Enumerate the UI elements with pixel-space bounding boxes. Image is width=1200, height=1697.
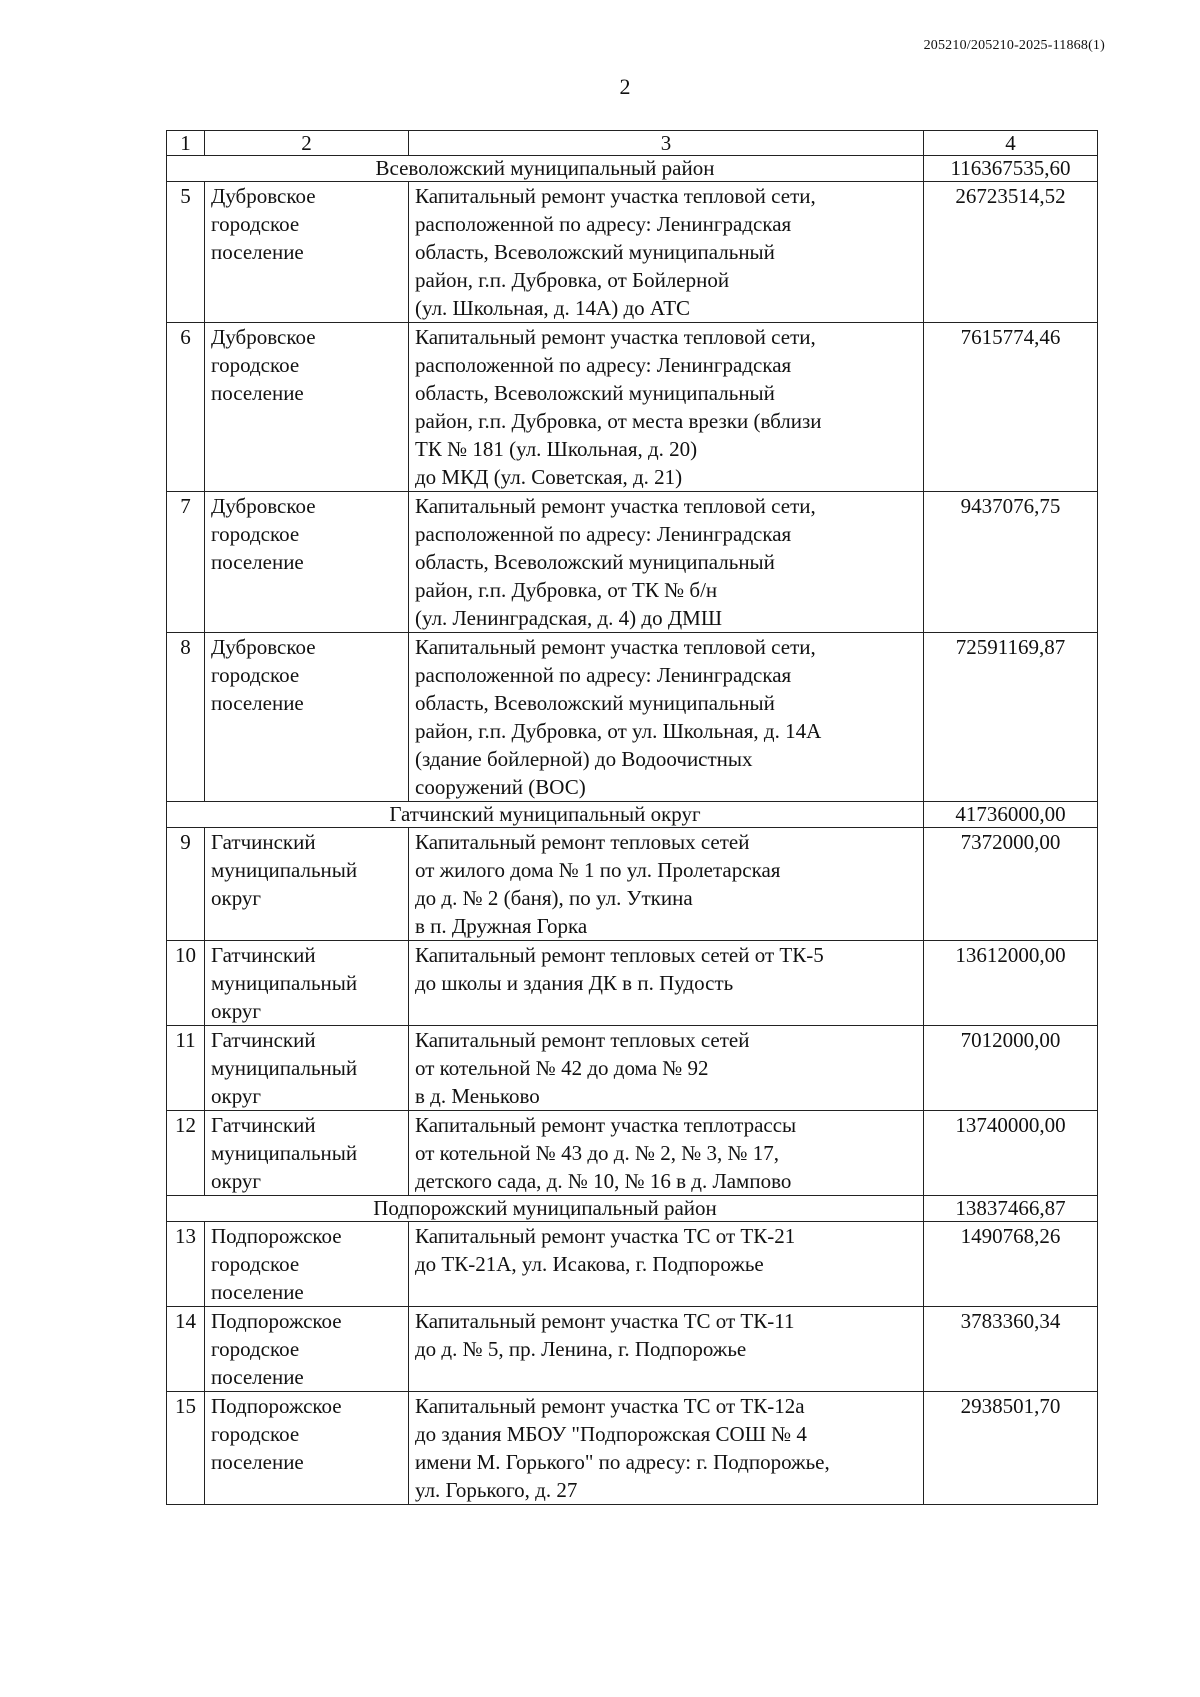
district-name: Подпорожский муниципальный район bbox=[167, 1196, 924, 1222]
document-id: 205210/205210-2025-11868(1) bbox=[923, 38, 1105, 53]
municipality-line: Подпорожское bbox=[211, 1224, 342, 1248]
municipality-line: Гатчинский bbox=[211, 1028, 316, 1052]
object-description-cell bbox=[409, 1392, 924, 1505]
row-number: 9 bbox=[167, 828, 205, 941]
table-row bbox=[167, 1026, 1098, 1111]
municipality-line: Дубровское bbox=[211, 325, 316, 349]
municipality-cell bbox=[205, 1026, 409, 1111]
municipality-line: Подпорожское bbox=[211, 1394, 342, 1418]
table-row bbox=[167, 182, 1098, 323]
page-number: 2 bbox=[619, 74, 631, 99]
object-description-line: Капитальный ремонт тепловых сетей от ТК-5 bbox=[415, 943, 824, 967]
object-description-line: до ТК-21А, ул. Исакова, г. Подпорожье bbox=[415, 1252, 764, 1276]
municipality-line: поселение bbox=[211, 1280, 304, 1304]
district-total: 41736000,00 bbox=[924, 802, 1098, 828]
object-description-line: Капитальный ремонт участка тепловой сети, bbox=[415, 184, 816, 208]
object-description-line: от котельной № 42 до дома № 92 bbox=[415, 1056, 709, 1080]
municipality-line: муниципальный bbox=[211, 971, 358, 995]
object-description-cell bbox=[409, 1026, 924, 1111]
municipality-line: городское bbox=[211, 663, 300, 687]
municipality-line: поселение bbox=[211, 691, 304, 715]
municipality-cell bbox=[205, 633, 409, 802]
municipality-line: округ bbox=[211, 886, 262, 910]
object-description-line: Капитальный ремонт участка тепловой сети, bbox=[415, 494, 816, 518]
row-number: 10 bbox=[167, 941, 205, 1026]
table-row bbox=[167, 828, 1098, 941]
table-row bbox=[167, 1111, 1098, 1196]
object-description-line: расположенной по адресу: Ленинградская bbox=[415, 212, 792, 236]
heating-network-repair-table bbox=[166, 130, 1098, 1505]
object-description-cell bbox=[409, 1307, 924, 1392]
amount-cell: 7012000,00 bbox=[924, 1026, 1098, 1111]
amount-cell: 13612000,00 bbox=[924, 941, 1098, 1026]
municipality-line: городское bbox=[211, 353, 300, 377]
column-header-1: 1 bbox=[167, 131, 205, 156]
object-description-cell bbox=[409, 492, 924, 633]
object-description-line: от жилого дома № 1 по ул. Пролетарская bbox=[415, 858, 781, 882]
object-description-line: расположенной по адресу: Ленинградская bbox=[415, 522, 792, 546]
municipality-line: муниципальный bbox=[211, 1056, 358, 1080]
district-group-row bbox=[167, 1196, 1098, 1222]
object-description-line: область, Всеволожский муниципальный bbox=[415, 240, 775, 264]
district-name: Всеволожский муниципальный район bbox=[167, 156, 924, 182]
object-description-line: Капитальный ремонт тепловых сетей bbox=[415, 1028, 750, 1052]
row-number: 11 bbox=[167, 1026, 205, 1111]
object-description-line: (ул. Школьная, д. 14А) до АТС bbox=[415, 296, 691, 320]
object-description-line: в д. Меньково bbox=[415, 1084, 540, 1108]
object-description-line: в п. Дружная Горка bbox=[415, 914, 588, 938]
object-description-line: (ул. Ленинградская, д. 4) до ДМШ bbox=[415, 606, 723, 630]
object-description-line: ул. Горького, д. 27 bbox=[415, 1478, 578, 1502]
amount-cell: 3783360,34 bbox=[924, 1307, 1098, 1392]
object-description-cell bbox=[409, 182, 924, 323]
object-description-line: расположенной по адресу: Ленинградская bbox=[415, 663, 792, 687]
municipality-line: Дубровское bbox=[211, 494, 316, 518]
municipality-line: Гатчинский bbox=[211, 1113, 316, 1137]
row-number: 15 bbox=[167, 1392, 205, 1505]
object-description-line: Капитальный ремонт тепловых сетей bbox=[415, 830, 750, 854]
object-description-cell bbox=[409, 828, 924, 941]
object-description-cell bbox=[409, 323, 924, 492]
object-description-line: Капитальный ремонт участка ТС от ТК-12а bbox=[415, 1394, 805, 1418]
object-description-line: область, Всеволожский муниципальный bbox=[415, 691, 775, 715]
municipality-line: округ bbox=[211, 1169, 262, 1193]
municipality-line: городское bbox=[211, 522, 300, 546]
object-description-line: Капитальный ремонт участка теплотрассы bbox=[415, 1113, 797, 1137]
district-name: Гатчинский муниципальный округ bbox=[167, 802, 924, 828]
column-header-2: 2 bbox=[205, 131, 409, 156]
district-total: 116367535,60 bbox=[924, 156, 1098, 182]
object-description-line: детского сада, д. № 10, № 16 в д. Лампово bbox=[415, 1169, 792, 1193]
municipality-cell bbox=[205, 1111, 409, 1196]
municipality-line: городское bbox=[211, 1252, 300, 1276]
object-description-line: Капитальный ремонт участка ТС от ТК-21 bbox=[415, 1224, 796, 1248]
object-description-line: район, г.п. Дубровка, от места врезки (вблизи bbox=[415, 409, 822, 433]
row-number: 8 bbox=[167, 633, 205, 802]
municipality-line: поселение bbox=[211, 381, 304, 405]
table-row bbox=[167, 941, 1098, 1026]
object-description-line: район, г.п. Дубровка, от Бойлерной bbox=[415, 268, 730, 292]
municipality-cell bbox=[205, 1392, 409, 1505]
object-description-line: от котельной № 43 до д. № 2, № 3, № 17, bbox=[415, 1141, 780, 1165]
object-description-line: (здание бойлерной) до Водоочистных bbox=[415, 747, 753, 771]
municipality-line: городское bbox=[211, 212, 300, 236]
table-row bbox=[167, 633, 1098, 802]
municipality-line: Гатчинский bbox=[211, 830, 316, 854]
object-description-cell bbox=[409, 1111, 924, 1196]
district-group-row bbox=[167, 802, 1098, 828]
municipality-line: поселение bbox=[211, 1365, 304, 1389]
municipality-cell bbox=[205, 828, 409, 941]
object-description-line: до д. № 2 (баня), по ул. Уткина bbox=[415, 886, 693, 910]
object-description-line: район, г.п. Дубровка, от ТК № б/н bbox=[415, 578, 718, 602]
object-description-line: область, Всеволожский муниципальный bbox=[415, 550, 775, 574]
amount-cell: 2938501,70 bbox=[924, 1392, 1098, 1505]
object-description-cell bbox=[409, 941, 924, 1026]
municipality-line: Гатчинский bbox=[211, 943, 316, 967]
municipality-line: муниципальный bbox=[211, 858, 358, 882]
object-description-line: район, г.п. Дубровка, от ул. Школьная, д. 14А bbox=[415, 719, 822, 743]
municipality-line: Дубровское bbox=[211, 184, 316, 208]
amount-cell: 72591169,87 bbox=[924, 633, 1098, 802]
municipality-line: Подпорожское bbox=[211, 1309, 342, 1333]
object-description-line: до здания МБОУ "Подпорожская СОШ № 4 bbox=[415, 1422, 807, 1446]
table-row bbox=[167, 1392, 1098, 1505]
municipality-cell bbox=[205, 1307, 409, 1392]
table-row bbox=[167, 1222, 1098, 1307]
object-description-line: до д. № 5, пр. Ленина, г. Подпорожье bbox=[415, 1337, 747, 1361]
object-description-line: Капитальный ремонт участка тепловой сети, bbox=[415, 325, 816, 349]
row-number: 6 bbox=[167, 323, 205, 492]
object-description-cell bbox=[409, 1222, 924, 1307]
amount-cell: 13740000,00 bbox=[924, 1111, 1098, 1196]
amount-cell: 7372000,00 bbox=[924, 828, 1098, 941]
object-description-line: ТК № 181 (ул. Школьная, д. 20) bbox=[415, 437, 698, 461]
municipality-cell bbox=[205, 492, 409, 633]
municipality-line: поселение bbox=[211, 240, 304, 264]
municipality-line: городское bbox=[211, 1337, 300, 1361]
object-description-line: до школы и здания ДК в п. Пудость bbox=[415, 971, 734, 995]
object-description-line: Капитальный ремонт участка ТС от ТК-11 bbox=[415, 1309, 795, 1333]
table-row bbox=[167, 1307, 1098, 1392]
municipality-line: городское bbox=[211, 1422, 300, 1446]
object-description-line: расположенной по адресу: Ленинградская bbox=[415, 353, 792, 377]
district-total: 13837466,87 bbox=[924, 1196, 1098, 1222]
row-number: 12 bbox=[167, 1111, 205, 1196]
amount-cell: 26723514,52 bbox=[924, 182, 1098, 323]
row-number: 13 bbox=[167, 1222, 205, 1307]
column-header-4: 4 bbox=[924, 131, 1098, 156]
column-number-row bbox=[167, 131, 1098, 156]
municipality-line: поселение bbox=[211, 1450, 304, 1474]
object-description-line: сооружений (ВОС) bbox=[415, 775, 586, 799]
municipality-cell bbox=[205, 941, 409, 1026]
row-number: 5 bbox=[167, 182, 205, 323]
municipality-line: поселение bbox=[211, 550, 304, 574]
municipality-cell bbox=[205, 1222, 409, 1307]
object-description-line: имени М. Горького" по адресу: г. Подпорожье, bbox=[415, 1450, 830, 1474]
table-row bbox=[167, 492, 1098, 633]
row-number: 7 bbox=[167, 492, 205, 633]
district-group-row bbox=[167, 156, 1098, 182]
amount-cell: 7615774,46 bbox=[924, 323, 1098, 492]
row-number: 14 bbox=[167, 1307, 205, 1392]
object-description-line: до МКД (ул. Советская, д. 21) bbox=[415, 465, 683, 489]
object-description-line: область, Всеволожский муниципальный bbox=[415, 381, 775, 405]
municipality-line: округ bbox=[211, 1084, 262, 1108]
table-body bbox=[167, 131, 1098, 1505]
column-header-3: 3 bbox=[409, 131, 924, 156]
table-row bbox=[167, 323, 1098, 492]
object-description-line: Капитальный ремонт участка тепловой сети, bbox=[415, 635, 816, 659]
municipality-line: округ bbox=[211, 999, 262, 1023]
municipality-line: Дубровское bbox=[211, 635, 316, 659]
amount-cell: 9437076,75 bbox=[924, 492, 1098, 633]
municipality-line: муниципальный bbox=[211, 1141, 358, 1165]
amount-cell: 1490768,26 bbox=[924, 1222, 1098, 1307]
municipality-cell bbox=[205, 182, 409, 323]
object-description-cell bbox=[409, 633, 924, 802]
municipality-cell bbox=[205, 323, 409, 492]
